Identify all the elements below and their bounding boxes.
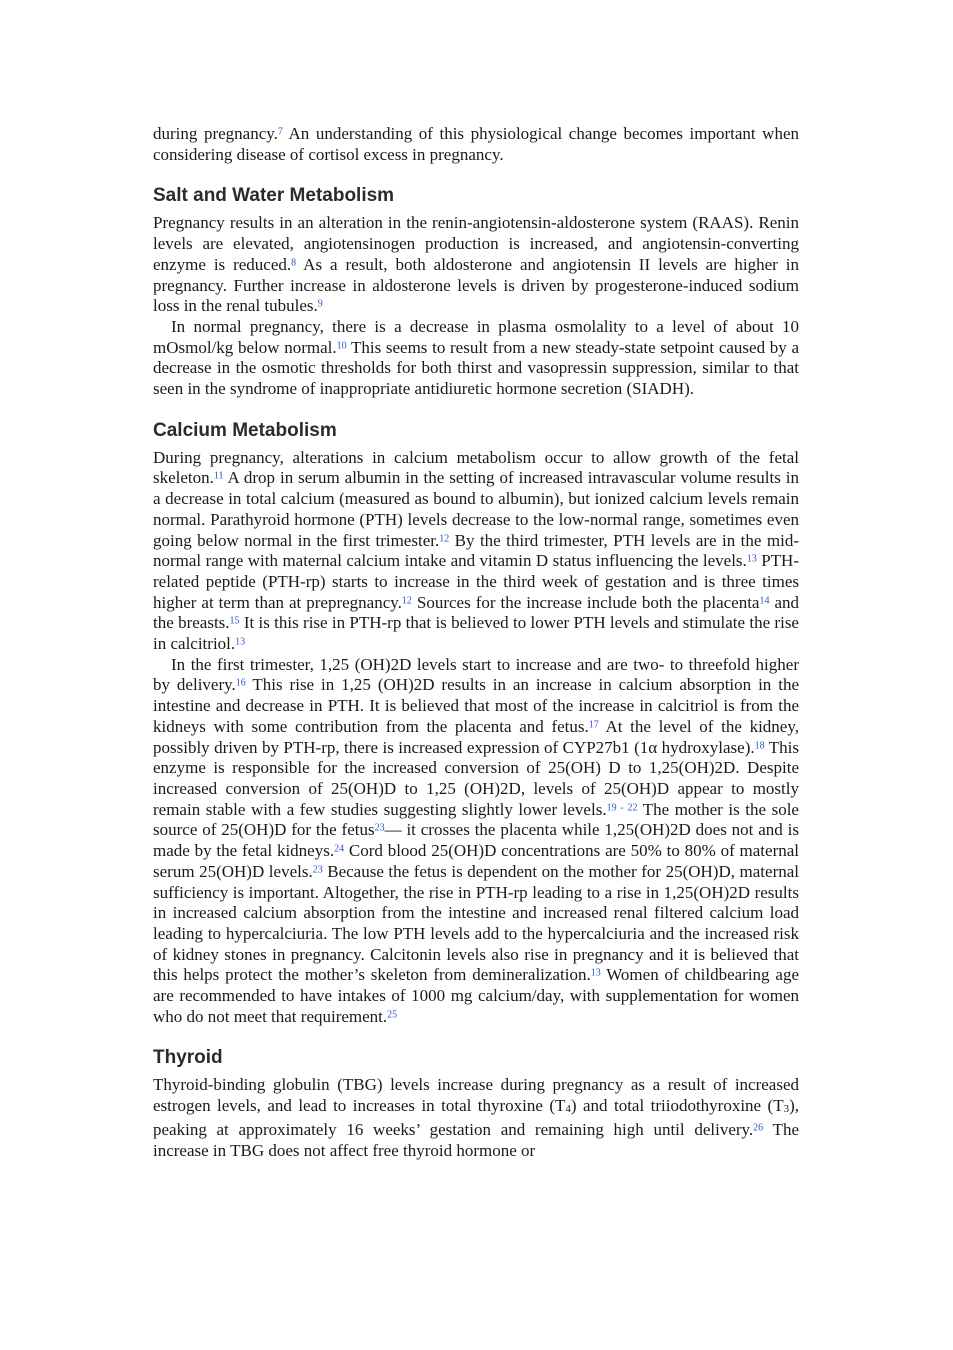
- citation-ref[interactable]: 9: [317, 298, 323, 310]
- citation-ref[interactable]: 24: [334, 843, 345, 855]
- section-heading-thyroid: Thyroid: [153, 1047, 223, 1069]
- text-run: At the level of the kidney, possibly driven by PTH-rp, there is increased expression of CYP27b1 (1α hydroxylase).: [153, 716, 799, 757]
- text-run: The mother is the sole source of 25(OH)D for the fetus: [153, 799, 799, 840]
- text-run: In normal pregnancy, there is a decrease in plasma osmolality to a level of about 10 mOsmol/kg below normal.: [153, 316, 799, 357]
- text-run: A drop in serum albumin in the setting of increased intravascular volume results in a decrease in total calcium (measured as bound to albumin), but ionized calcium levels remain normal. Parathyroid hormone (PTH) levels decrease to the low-normal range, sometimes even going below normal in the first trimester.: [153, 468, 799, 550]
- text-run: By the third trimester, PTH levels are in the mid-normal range with maternal calcium intake and vitamin D status influencing the levels.: [153, 530, 800, 571]
- salt-water-paragraph-1: [153, 213, 799, 317]
- subscript: 4: [565, 1103, 571, 1116]
- salt-water-paragraph-2: [153, 317, 799, 400]
- citation-ref[interactable]: 13: [590, 967, 601, 979]
- citation-ref[interactable]: 19 - 22: [606, 802, 638, 814]
- citation-ref[interactable]: 25: [387, 1009, 398, 1021]
- citation-ref[interactable]: 11: [213, 470, 224, 482]
- citation-ref[interactable]: 23: [312, 864, 323, 876]
- citation-ref[interactable]: 7: [277, 126, 283, 138]
- text-run: ), peaking at approximately 16 weeks’ gestation and remaining high until delivery.: [153, 1096, 800, 1139]
- text-run: — it crosses the placenta while 1,25(OH)2D does not and is made by the fetal kidneys.: [153, 820, 799, 861]
- citation-ref[interactable]: 14: [759, 595, 770, 607]
- text-run: and the breasts.: [153, 592, 799, 633]
- citation-ref[interactable]: 26: [753, 1122, 764, 1134]
- citation-ref[interactable]: 17: [588, 719, 599, 731]
- text-run: Thyroid-binding globulin (TBG) levels increase during pregnancy as a result of increased estrogen levels, and lead to increases in total thyroxine (T: [153, 1075, 799, 1116]
- article-page: [153, 124, 799, 1161]
- citation-ref[interactable]: 8: [291, 257, 297, 269]
- text-run: This rise in 1,25 (OH)2D results in an increase in calcium absorption in the intestine and decrease in PTH. It is believed that most of the increase in calcitriol is from the kidneys with some contribution from the placenta and fetus.: [153, 675, 799, 736]
- citation-ref[interactable]: 18: [754, 740, 765, 752]
- text-run: This enzyme is responsible for the increased conversion of 25(OH) D to 1,25(OH)2D. Despite increased conversion of 25(OH)D to 1,25 (OH)2D, levels of 25(OH)D appear to mostly remain stable with a few studies suggesting slightly lower levels.: [153, 737, 799, 819]
- text-run: An understanding of this physiological change becomes important when considering disease of cortisol excess in pregnancy.: [153, 124, 800, 164]
- calcium-paragraph-2: [153, 655, 799, 1028]
- citation-ref[interactable]: 13: [746, 553, 757, 565]
- subscript: 3: [783, 1103, 790, 1116]
- thyroid-paragraph-1: [153, 1075, 799, 1161]
- text-run: Sources for the increase include both the placenta: [411, 592, 760, 612]
- text-run: PTH-related peptide (PTH-rp) starts to increase in the third week of gestation and is three times higher at term than at prepregnancy.: [153, 551, 799, 612]
- text-run: In the first trimester, 1,25 (OH)2D levels start to increase and are two- to threefold higher by delivery.: [153, 654, 799, 695]
- calcium-paragraph-1: [153, 448, 799, 655]
- intro-paragraph: [153, 124, 799, 165]
- text-run: Pregnancy results in an alteration in the renin-angiotensin-aldosterone system (RAAS). Renin levels are elevated, angiotensinogen production is increased, and angiotensin-converting enzyme is reduced.: [153, 213, 799, 274]
- text-run: Because the fetus is dependent on the mother for 25(OH)D, maternal sufficiency is important. Altogether, the rise in PTH-rp leading to a rise in 1,25(OH)2D results in increased calcium absorption from the intestine and increased renal filtered calcium load leading to hypercalciuria. The low PTH levels add to the hypercalciuria and the increased risk of kidney stones in pregnancy. Calcitonin levels also rise in pregnancy and it is believed that this helps protect the mother’s skeleton from demineralization.: [153, 861, 799, 985]
- text-run: during pregnancy.: [153, 124, 278, 143]
- section-heading-salt-water: Salt and Water Metabolism: [153, 185, 395, 207]
- text-run: ) and total triiodothyroxine (T: [570, 1096, 784, 1116]
- text-run: It is this rise in PTH-rp that is believed to lower PTH levels and stimulate the rise in calcitriol.: [153, 613, 799, 654]
- text-run: This seems to result from a new steady-state setpoint caused by a decrease in the osmotic thresholds for both thirst and vasopressin suppression, similar to that seen in the syndrome of inappropriate antidiuretic hormone secretion (SIADH).: [153, 337, 799, 399]
- text-run: The increase in TBG does not affect free thyroid hormone or: [153, 1119, 799, 1160]
- citation-ref[interactable]: 16: [235, 677, 246, 689]
- citation-ref[interactable]: 15: [229, 615, 240, 627]
- text-run: Women of childbearing age are recommended to have intakes of 1000 mg calcium/day, with supplementation for women who do not meet that requirement.: [153, 965, 799, 1026]
- citation-ref[interactable]: 10: [336, 340, 347, 352]
- citation-ref[interactable]: 23: [374, 822, 385, 834]
- text-run: As a result, both aldosterone and angiotensin II levels are higher in pregnancy. Further increase in aldosterone levels is driven by progesterone-induced sodium loss in the renal tubules.: [153, 254, 799, 316]
- citation-ref[interactable]: 12: [439, 533, 450, 545]
- section-heading-calcium: Calcium Metabolism: [153, 419, 337, 441]
- text-run: Cord blood 25(OH)D concentrations are 50% to 80% of maternal serum 25(OH)D levels.: [153, 841, 799, 881]
- citation-ref[interactable]: 13: [235, 636, 246, 648]
- citation-ref[interactable]: 12: [401, 595, 412, 607]
- text-run: During pregnancy, alterations in calcium metabolism occur to allow growth of the fetal skeleton.: [153, 447, 799, 488]
